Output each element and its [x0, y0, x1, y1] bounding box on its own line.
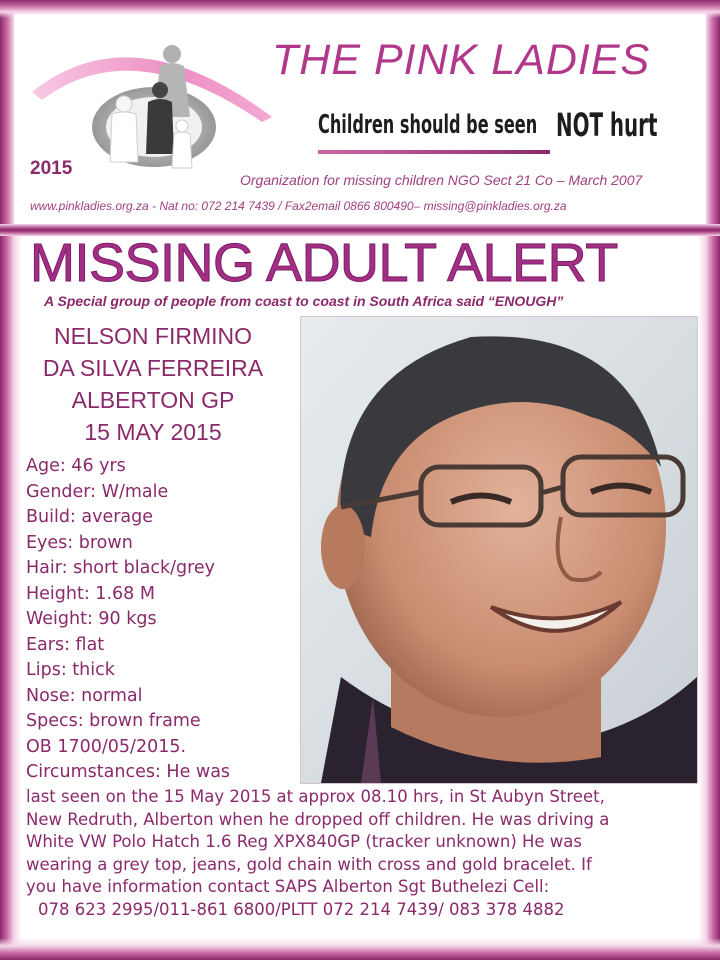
circumstances-line: last seen on the 15 May 2015 at approx 08.10 hrs, in St Aubyn Street, — [26, 787, 605, 806]
alert-subtitle: A Special group of people from coast to coast in South Africa said “ENOUGH” — [44, 293, 564, 309]
person-date: 15 MAY 2015 — [84, 419, 222, 445]
circumstances-line: you have information contact SAPS Alberton Sgt Buthelezi Cell: — [26, 877, 550, 896]
contact-numbers-line: 078 623 2995/011-861 6800/PLTT 072 214 7439/ 083 378 4882 — [38, 899, 565, 919]
detail-build: Build: average — [26, 507, 154, 527]
person-location: ALBERTON GP — [71, 387, 235, 413]
detail-circumstances-start: Circumstances: He was — [26, 762, 231, 782]
contact-info: www.pinkladies.org.za - Nat no: 072 214 7439 / Fax2email 0866 800490– missing@pinkladies.org.za — [30, 199, 567, 213]
alert-title: MISSING ADULT ALERT — [30, 233, 618, 293]
person-photo — [300, 316, 698, 784]
detail-weight: Weight: 90 kgs — [26, 609, 157, 629]
detail-nose: Nose: normal — [26, 685, 143, 706]
circumstances-text — [26, 786, 706, 921]
detail-eyes: Eyes: brown — [26, 532, 133, 553]
detail-ob-number: OB 1700/05/2015. — [26, 736, 187, 757]
circumstances-line: wearing a grey top, jeans, gold chain with cross and gold bracelet. If — [26, 854, 592, 874]
person-name-line2: DA SILVA FERREIRA — [42, 355, 264, 381]
slogan-part1: Children should be seen — [318, 110, 538, 140]
person-name-block — [22, 320, 284, 448]
detail-height: Height: 1.68 M — [26, 583, 155, 604]
detail-gender: Gender: W/male — [26, 481, 169, 502]
slogan-part2: NOT hurt — [556, 106, 658, 144]
person-name-line1: NELSON FIRMINO — [53, 323, 253, 349]
slogan-underline — [318, 150, 550, 154]
detail-ears: Ears: flat — [26, 634, 105, 655]
person-details — [26, 454, 301, 786]
detail-hair: Hair: short black/grey — [26, 558, 216, 578]
detail-lips: Lips: thick — [26, 660, 115, 680]
circumstances-line: White VW Polo Hatch 1.6 Reg XPX840GP (tracker unknown) He was — [26, 832, 583, 851]
detail-age: Age: 46 yrs — [26, 456, 126, 476]
circumstances-line: New Redruth, Alberton when he dropped off children. He was driving a — [26, 809, 610, 829]
detail-specs: Specs: brown frame — [26, 711, 201, 731]
org-description: Organization for missing children NGO Sect 21 Co – March 2007 — [240, 172, 643, 188]
frame-bottom-border — [0, 938, 720, 960]
org-title: THE PINK LADIES — [272, 36, 651, 84]
year-label: 2015 — [30, 158, 73, 179]
